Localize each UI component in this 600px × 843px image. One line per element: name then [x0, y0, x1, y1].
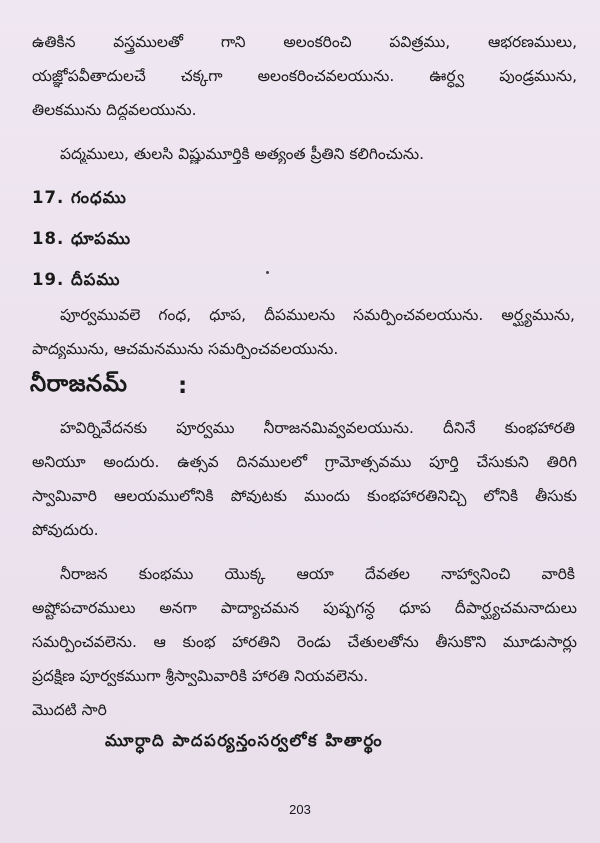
heading-gandhamu: 17. గంధము — [32, 188, 127, 207]
ink-speck — [266, 271, 269, 274]
section-title-colon: : — [178, 373, 188, 399]
paragraph-1-line-1: ఉతికిన వస్త్రములతో గాని అలంకరించి పవిత్రము, ఆభరణములు, — [32, 33, 577, 51]
paragraph-2: పద్మములు, తులసి విష్ణుమూర్తికి అత్యంత ప్రీతిని కలిగించును. — [60, 145, 425, 163]
paragraph-1-line-3: తిలకమును దిద్దవలయును. — [32, 101, 197, 119]
paragraph-5-line-2: అష్టోపచారములు అనగా పాద్యాచమన పుష్పగన్ధ ధూప దీపార్ఘ్యచమనాదులు — [32, 599, 577, 617]
paragraph-5-line-4: ప్రదక్షిణ పూర్వకముగా శ్రీస్వామివారికి హారతి నియవలెను. — [32, 667, 369, 685]
page-number: 203 — [289, 802, 311, 817]
paragraph-4-line-2: అనియూ అందురు. ఉత్సవ దినములలో గ్రామోత్సవము పూర్తి చేసుకుని తిరిగి — [32, 453, 577, 471]
paragraph-3-line-1: పూర్వమువలె గంధ, ధూప, దీపములను సమర్పించవలయును. అర్ఘ్యమును, — [60, 306, 575, 324]
heading-deepamu: 19. దీపము — [32, 270, 121, 289]
paragraph-4-line-4: పోవుదురు. — [32, 521, 99, 539]
verse-line: మూర్ధాది పాదపర్యన్తంసర్వలోక హితార్థం — [105, 731, 384, 750]
first-time-label: మొదటి సారి — [32, 701, 107, 719]
section-title: నీరాజనమ్ — [30, 371, 128, 397]
heading-dhupamu: 18. ధూపము — [32, 229, 132, 248]
paragraph-4-line-3: స్వామివారి ఆలయములోనికి పోవుటకు ముందు కుంభహారతినిచ్చి లోనికి తీసుకు — [32, 487, 577, 505]
paragraph-5-line-3: సమర్పించవలెను. ఆ కుంభ హారతిని రెండు చేతులతోను తీసుకొని మూడుసార్లు — [32, 633, 577, 651]
paragraph-1-line-2: యజ్ఞోపవీతాదులచే చక్కగా అలంకరించవలయును. ఊర్ధ్వ పుండ్రమును, — [32, 67, 577, 85]
paragraph-3-line-2: పాద్యమును, ఆచమనమును సమర్పించవలయును. — [32, 340, 339, 358]
paragraph-5-line-1: నీరాజన కుంభము యొక్క ఆయా దేవతల నాహ్వానించి వారికి — [60, 565, 575, 583]
paragraph-4-line-1: హవిర్నివేదనకు పూర్వము నీరాజనమివ్వవలయును. దీనినే కుంభహారతి — [60, 419, 575, 437]
